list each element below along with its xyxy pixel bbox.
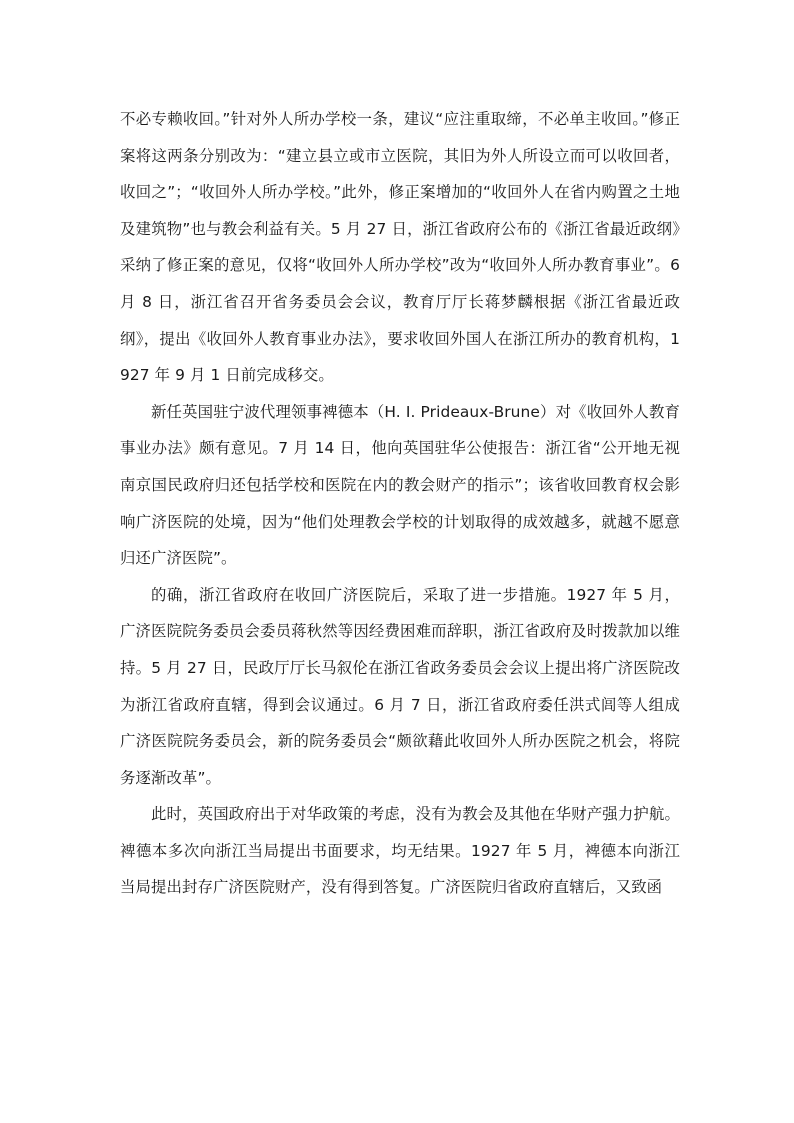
paragraph-guangji-hospital: 的确，浙江省政府在收回广济医院后，采取了进一步措施。1927 年 5 月，广济医院院务委员会委员蒋秋然等因经费困难而辞职，浙江省政府及时拨款加以维持。5 月 27 日，民政厅厅长马叙伦在浙江省政务委员会会议上提出将广济医院改为浙江省政府直辖，得到会议通过。6 月 7 日，浙江省政府委任洪式闾等人组成广济医院院务委员会，新的院务委员会“颇欲藉此收回外人所办医院之机会，将院务逐渐改革”。 <box>120 585 680 787</box>
paragraph-prideaux-brune: 新任英国驻宁波代理领事裨德本（H. I. Prideaux-Brune）对《收回外人教育事业办法》颇有意见。7 月 14 日，他向英国驻华公使报告：浙江省“公开地无视南京国民政府归还包括学校和医院在内的教会财产的指示”；该省收回教育权会影响广济医院的处境，因为“他们处理教会学校的计划取得的成效越多，就越不愿意归还广济医院”。 <box>120 402 680 568</box>
body-text <box>120 101 680 906</box>
paragraph-continuation: 不必专赖收回。”针对外人所办学校一条，建议“应注重取缔，不必单主收回。”修正案将这两条分别改为：“建立县立或市立医院，其旧为外人所设立而可以收回者，收回之”；“收回外人所办学校。”此外，修正案增加的“收回外人在省内购置之土地及建筑物”也与教会利益有关。5 月 27 日，浙江省政府公布的《浙江省最近政纲》采纳了修正案的意见，仅将“收回外人所办学校”改为“收回外人所办教育事业”。6 月 8 日，浙江省召开省务委员会会议，教育厅厅长蒋梦麟根据《浙江省最近政纲》，提出《收回外人教育事业办法》，要求收回外国人在浙江所办的教育机构，1927 年 9 月 1 日前完成移交。 <box>120 110 680 385</box>
paragraph-british-policy: 此时，英国政府出于对华政策的考虑，没有为教会及其他在华财产强力护航。裨德本多次向浙江当局提出书面要求，均无结果。1927 年 5 月，裨德本向浙江当局提出封存广济医院财产，没有得到答复。广济医院归省政府直辖后，又致函 <box>120 805 680 897</box>
